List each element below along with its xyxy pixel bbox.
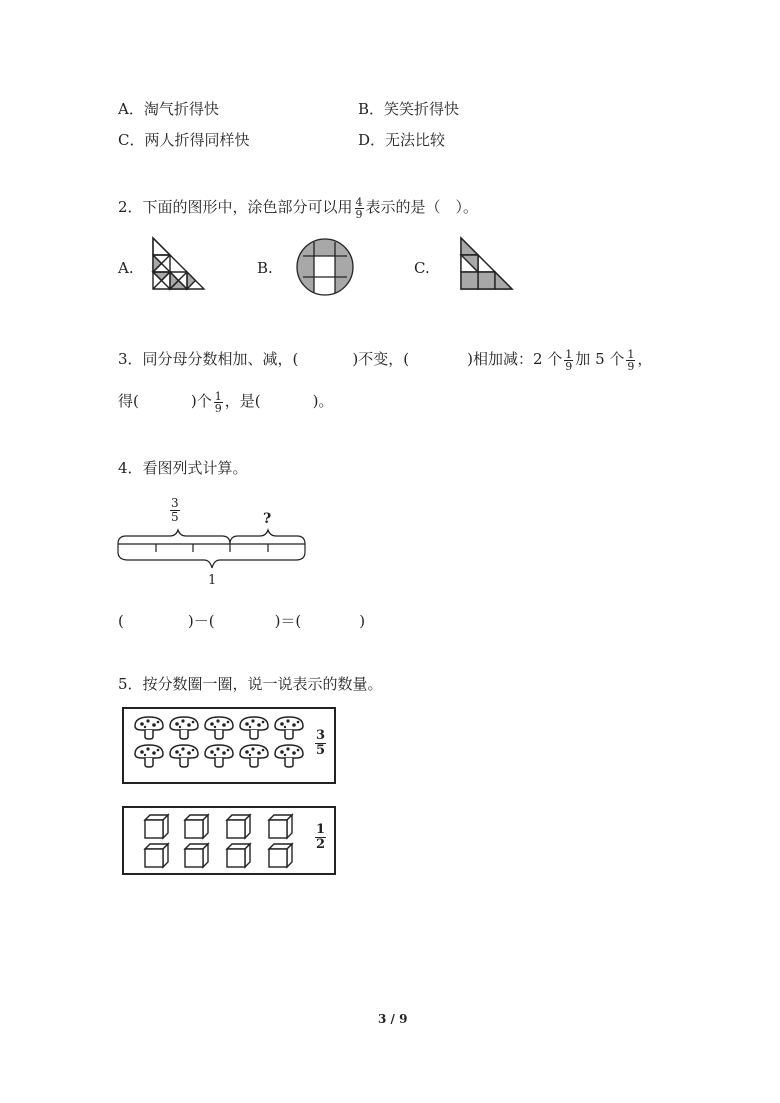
fraction-denominator: 5 [316, 743, 326, 758]
fraction-1-9 [564, 349, 573, 372]
q3-text-d: 加 5 个 [575, 350, 625, 368]
fraction-denominator: 9 [355, 207, 363, 221]
q3-text-e: ， [637, 350, 653, 368]
option-letter: C． [118, 131, 145, 149]
q4-title: 4．看图列式计算。 [118, 459, 248, 477]
q3-line1 [118, 344, 652, 374]
cube-icon [185, 844, 208, 867]
fraction-3-5 [170, 497, 180, 524]
q2-suffix: 表示的是（ ）。 [365, 198, 479, 216]
fraction-numerator: 4 [355, 195, 363, 209]
q1-option-c [118, 131, 250, 149]
page-number: 3 / 9 [378, 1012, 408, 1026]
fraction-denominator: 9 [214, 401, 222, 415]
fraction-1-9 [626, 349, 635, 372]
q4-bottom-label: 1 [208, 573, 217, 588]
option-letter: D． [358, 131, 386, 149]
q4-question-mark: ? [263, 511, 272, 527]
q3-text-f: 得( [118, 392, 139, 410]
q2-question [118, 192, 478, 222]
option-text: 淘气折得快 [143, 100, 219, 118]
mushroom-grid [132, 714, 312, 774]
q3-line2 [118, 386, 333, 416]
fraction-4-9 [355, 197, 364, 220]
fraction-3-5 [315, 729, 326, 758]
q2-label-c: C. [414, 259, 430, 277]
fraction-1-9 [214, 391, 223, 414]
option-letter: A． [118, 100, 144, 118]
fraction-1-2 [315, 823, 326, 852]
q3-text-g: )个 [190, 392, 212, 410]
mushroom-icon [240, 745, 268, 767]
q3-text-h: ，是( [224, 392, 261, 410]
figure-a-triangle [152, 237, 206, 291]
mushroom-icon [135, 717, 163, 739]
fraction-denominator: 5 [171, 510, 179, 524]
fraction-numerator: 1 [565, 347, 573, 361]
q5-title: 5．按分数圈一圈，说一说表示的数量。 [118, 675, 383, 693]
q1-option-d [358, 131, 445, 149]
fraction-denominator: 9 [627, 359, 635, 373]
eq-minus: )－( [187, 612, 215, 630]
fraction-numerator: 3 [316, 728, 326, 743]
cube-icon [145, 844, 168, 867]
q2-prefix: 2．下面的图形中，涂色部分可以用 [118, 198, 353, 216]
mushroom-icon [170, 717, 198, 739]
cube-icon [145, 815, 168, 838]
cube-icon [269, 815, 292, 838]
q1-option-b [358, 100, 459, 118]
mushroom-icon [205, 745, 233, 767]
cube-icon [269, 844, 292, 867]
mushroom-icon [205, 717, 233, 739]
cube-icon [185, 815, 208, 838]
q4-segment-diagram [116, 528, 310, 578]
fraction-denominator: 2 [316, 837, 326, 852]
q2-label-a: A. [118, 259, 134, 277]
cube-icon [227, 844, 250, 867]
q3-text-a: 3．同分母分数相加、减，( [118, 350, 299, 368]
q3-text-c: )相加减：2 个 [467, 350, 563, 368]
fraction-denominator: 9 [565, 359, 573, 373]
eq-paren: ) [359, 612, 366, 630]
option-text: 笑笑折得快 [384, 100, 460, 118]
q4-top-fraction [168, 497, 182, 524]
fraction-numerator: 1 [627, 347, 635, 361]
option-text: 无法比较 [385, 131, 446, 149]
eq-paren: ( [118, 612, 124, 630]
q2-label-b: B. [257, 259, 273, 277]
mushroom-icon [275, 717, 303, 739]
cube-grid [140, 812, 300, 868]
mushroom-icon [275, 745, 303, 767]
box2-fraction [313, 823, 328, 852]
cube-icon [227, 815, 250, 838]
figure-c-triangle [460, 237, 515, 292]
mushroom-icon [170, 745, 198, 767]
q3-text-i: )。 [312, 392, 334, 410]
fraction-numerator: 3 [171, 496, 179, 510]
mushroom-icon [240, 717, 268, 739]
mushroom-icon [135, 745, 163, 767]
option-text: 两人折得同样快 [144, 131, 250, 149]
q4-equation [118, 612, 365, 630]
eq-equals: )＝( [274, 612, 302, 630]
box1-fraction [313, 729, 328, 758]
fraction-numerator: 1 [316, 822, 326, 837]
option-letter: B． [358, 100, 385, 118]
q3-text-b: )不变，( [352, 350, 410, 368]
fraction-numerator: 1 [214, 389, 222, 403]
q1-option-a [118, 100, 219, 118]
figure-b-circle [295, 237, 355, 297]
